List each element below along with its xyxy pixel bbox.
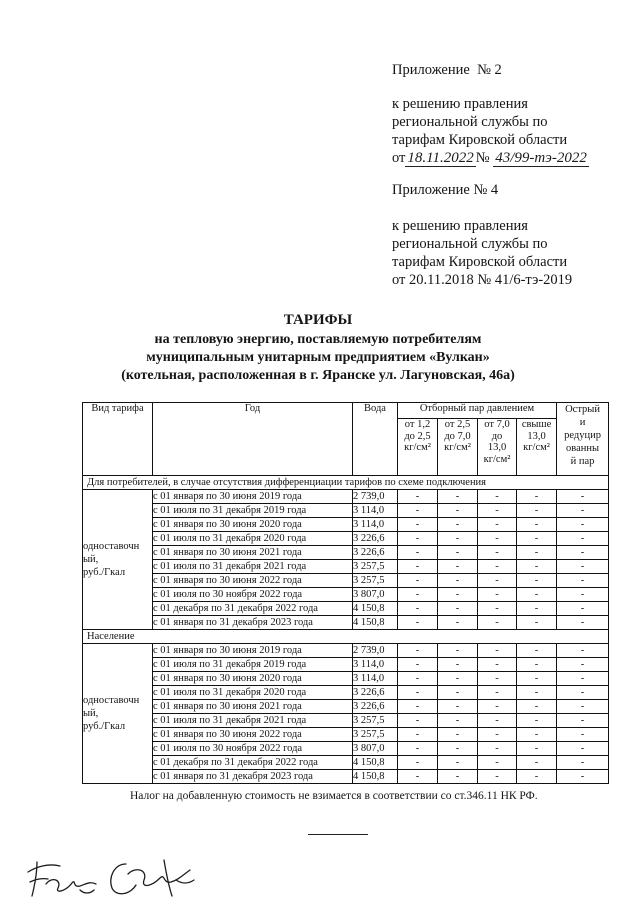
table-row: [83, 490, 609, 504]
water-tariff-cell: 4 150,8: [353, 616, 398, 630]
header-line: от 1,2: [404, 419, 431, 430]
selection-steam-tariff-cell: -: [517, 728, 557, 742]
live-steam-tariff-cell: -: [557, 490, 609, 504]
number-prefix: №: [475, 150, 490, 166]
appendix-current-title: [392, 61, 502, 79]
live-steam-tariff-cell: -: [557, 504, 609, 518]
table-row: [83, 742, 609, 756]
water-tariff-cell: 3 226,6: [353, 532, 398, 546]
water-tariff-cell: 3 257,5: [353, 714, 398, 728]
selection-steam-tariff-cell: -: [478, 546, 517, 560]
selection-steam-tariff-cell: -: [438, 742, 478, 756]
table-row: [83, 616, 609, 630]
appendix-original-block: [392, 217, 572, 289]
selection-steam-tariff-cell: -: [478, 532, 517, 546]
appendix-original-title: [392, 181, 498, 199]
handwritten-decision-date: 18.11.2022: [407, 150, 474, 166]
appendix-original-line: региональной службы по: [392, 236, 548, 252]
selection-steam-tariff-cell: -: [438, 616, 478, 630]
header-steam-1-2-to-2-5: [398, 419, 438, 476]
water-tariff-cell: 4 150,8: [353, 756, 398, 770]
table-row: [83, 532, 609, 546]
period-cell: с 01 июля по 31 декабря 2020 года: [153, 686, 353, 700]
period-cell: с 01 июля по 31 декабря 2021 года: [153, 560, 353, 574]
period-cell: с 01 июля по 31 декабря 2019 года: [153, 504, 353, 518]
live-steam-tariff-cell: -: [557, 714, 609, 728]
appendix-current-line: тарифам Кировской области: [392, 132, 568, 148]
selection-steam-tariff-cell: -: [478, 770, 517, 784]
live-steam-tariff-cell: -: [557, 686, 609, 700]
period-cell: с 01 июля по 31 декабря 2020 года: [153, 532, 353, 546]
header-line: кг/см²: [404, 442, 431, 453]
table-row: [83, 546, 609, 560]
selection-steam-tariff-cell: -: [478, 504, 517, 518]
table-row: [83, 588, 609, 602]
live-steam-tariff-cell: -: [557, 560, 609, 574]
selection-steam-tariff-cell: -: [438, 504, 478, 518]
header-row: [83, 403, 609, 419]
table-row: [83, 770, 609, 784]
water-tariff-cell: 3 226,6: [353, 686, 398, 700]
handwritten-decision-number: 43/99-тэ-2022: [495, 150, 587, 166]
tariff-kind-line: руб./Гкал: [83, 721, 126, 732]
tariff-kind-line: руб./Гкал: [83, 567, 126, 578]
selection-steam-tariff-cell: -: [438, 728, 478, 742]
section-label: Население: [83, 630, 609, 644]
signature: [111, 860, 194, 896]
header-line: до 7,0: [444, 430, 471, 442]
selection-steam-tariff-cell: -: [438, 560, 478, 574]
appendix-original-reference: от 20.11.2018 № 41/6-тэ-2019: [392, 272, 573, 288]
header-tariff-kind: Вид тарифа: [83, 403, 153, 476]
table-row: [83, 714, 609, 728]
document-subtitle-line: (котельная, расположенная в г. Яранске ул. Лагуновская, 46а): [121, 368, 515, 383]
header-line: редуцир: [564, 430, 601, 441]
selection-steam-tariff-cell: -: [438, 714, 478, 728]
selection-steam-tariff-cell: -: [478, 658, 517, 672]
selection-steam-tariff-cell: -: [398, 658, 438, 672]
selection-steam-tariff-cell: -: [478, 574, 517, 588]
period-cell: с 01 января по 30 июня 2020 года: [153, 672, 353, 686]
document-subtitle-line: муниципальным унитарным предприятием «Вулкан»: [146, 350, 490, 365]
selection-steam-tariff-cell: -: [438, 770, 478, 784]
water-tariff-cell: 3 114,0: [353, 518, 398, 532]
selection-steam-tariff-cell: -: [478, 756, 517, 770]
header-line: до 2,5: [404, 430, 431, 442]
water-tariff-cell: 3 114,0: [353, 658, 398, 672]
selection-steam-tariff-cell: -: [517, 742, 557, 756]
selection-steam-tariff-cell: -: [438, 602, 478, 616]
table-row: [83, 560, 609, 574]
appendix-original-line: к решению правления: [392, 218, 528, 234]
selection-steam-tariff-cell: -: [478, 714, 517, 728]
document-subtitle-line: на тепловую энергию, поставляемую потребителям: [154, 332, 482, 347]
selection-steam-tariff-cell: -: [517, 700, 557, 714]
document-heading: ТАРИФЫ: [283, 312, 353, 328]
selection-steam-tariff-cell: -: [398, 700, 438, 714]
document-title: [0, 311, 636, 385]
selection-steam-tariff-cell: -: [438, 546, 478, 560]
period-cell: с 01 июля по 31 декабря 2019 года: [153, 658, 353, 672]
selection-steam-tariff-cell: -: [517, 490, 557, 504]
selection-steam-tariff-cell: -: [478, 644, 517, 658]
selection-steam-tariff-cell: -: [517, 658, 557, 672]
selection-steam-tariff-cell: -: [438, 574, 478, 588]
period-cell: с 01 января по 31 декабря 2023 года: [153, 616, 353, 630]
appendix-original-line: тарифам Кировской области: [392, 254, 568, 270]
selection-steam-tariff-cell: -: [438, 700, 478, 714]
period-cell: с 01 января по 30 июня 2022 года: [153, 574, 353, 588]
period-cell: с 01 января по 30 июня 2019 года: [153, 644, 353, 658]
selection-steam-tariff-cell: -: [398, 714, 438, 728]
header-line: й пар: [570, 456, 595, 467]
selection-steam-tariff-cell: -: [517, 616, 557, 630]
table-row: [83, 644, 609, 658]
tariff-kind-line: ый,: [83, 554, 99, 565]
selection-steam-tariff-cell: -: [517, 644, 557, 658]
header-steam-2-5-to-7-0: [438, 419, 478, 476]
selection-steam-tariff-cell: -: [478, 490, 517, 504]
appendix-current-title-text: Приложение № 2: [392, 62, 502, 78]
appendix-current-line: региональной службы по: [392, 114, 548, 130]
header-line: от 7,0: [484, 419, 510, 430]
header-selection-steam-group: Отборный пар давлением: [398, 403, 557, 419]
period-cell: с 01 июля по 30 ноября 2022 года: [153, 588, 353, 602]
selection-steam-tariff-cell: -: [517, 518, 557, 532]
selection-steam-tariff-cell: -: [398, 560, 438, 574]
selection-steam-tariff-cell: -: [398, 616, 438, 630]
signatures: [22, 850, 212, 902]
selection-steam-tariff-cell: -: [517, 574, 557, 588]
selection-steam-tariff-cell: -: [438, 756, 478, 770]
water-tariff-cell: 2 739,0: [353, 490, 398, 504]
table-row: [83, 574, 609, 588]
live-steam-tariff-cell: -: [557, 672, 609, 686]
selection-steam-tariff-cell: -: [438, 588, 478, 602]
live-steam-tariff-cell: -: [557, 532, 609, 546]
water-tariff-cell: 3 257,5: [353, 728, 398, 742]
selection-steam-tariff-cell: -: [398, 770, 438, 784]
selection-steam-tariff-cell: -: [398, 574, 438, 588]
header-steam-7-0-to-13-0: [478, 419, 517, 476]
selection-steam-tariff-cell: -: [398, 518, 438, 532]
selection-steam-tariff-cell: -: [478, 602, 517, 616]
decision-reference-line: [392, 149, 589, 167]
selection-steam-tariff-cell: -: [517, 602, 557, 616]
live-steam-tariff-cell: -: [557, 742, 609, 756]
table-row: [83, 728, 609, 742]
header-line: кг/см²: [483, 453, 511, 465]
selection-steam-tariff-cell: -: [478, 686, 517, 700]
water-tariff-cell: 4 150,8: [353, 770, 398, 784]
selection-steam-tariff-cell: -: [398, 588, 438, 602]
selection-steam-tariff-cell: -: [398, 532, 438, 546]
selection-steam-tariff-cell: -: [517, 532, 557, 546]
live-steam-tariff-cell: -: [557, 546, 609, 560]
selection-steam-tariff-cell: -: [517, 756, 557, 770]
live-steam-tariff-cell: -: [557, 602, 609, 616]
live-steam-tariff-cell: -: [557, 756, 609, 770]
tariff-kind-cell: [83, 644, 153, 784]
period-cell: с 01 июля по 31 декабря 2021 года: [153, 714, 353, 728]
selection-steam-tariff-cell: -: [398, 756, 438, 770]
water-tariff-cell: 3 257,5: [353, 560, 398, 574]
water-tariff-cell: 3 257,5: [353, 574, 398, 588]
selection-steam-tariff-cell: -: [438, 658, 478, 672]
selection-steam-tariff-cell: -: [517, 560, 557, 574]
table-row: [83, 658, 609, 672]
selection-steam-tariff-cell: -: [398, 728, 438, 742]
selection-steam-tariff-cell: -: [398, 742, 438, 756]
appendix-original-title-text: Приложение № 4: [392, 182, 499, 198]
header-live-steam: [557, 403, 609, 476]
section-label-row: [83, 630, 609, 644]
selection-steam-tariff-cell: -: [438, 532, 478, 546]
period-cell: с 01 января по 30 июня 2022 года: [153, 728, 353, 742]
appendix-current-line: к решению правления: [392, 96, 528, 112]
live-steam-tariff-cell: -: [557, 644, 609, 658]
period-cell: с 01 января по 30 июня 2021 года: [153, 700, 353, 714]
vat-note: Налог на добавленную стоимость не взимается в соответствии со ст.346.11 НК РФ.: [130, 790, 538, 802]
table-row: [83, 504, 609, 518]
selection-steam-tariff-cell: -: [517, 714, 557, 728]
signature-rule: [308, 834, 368, 835]
water-tariff-cell: 3 226,6: [353, 700, 398, 714]
table-header: [83, 403, 609, 476]
water-tariff-cell: 3 807,0: [353, 742, 398, 756]
period-cell: с 01 января по 30 июня 2019 года: [153, 490, 353, 504]
header-steam-over-13-0: [517, 419, 557, 476]
table-row: [83, 602, 609, 616]
appendix-current-block: [392, 95, 589, 167]
table-row: [83, 518, 609, 532]
selection-steam-tariff-cell: -: [517, 504, 557, 518]
water-tariff-cell: 4 150,8: [353, 602, 398, 616]
table-row: [83, 756, 609, 770]
live-steam-tariff-cell: -: [557, 700, 609, 714]
water-tariff-cell: 3 114,0: [353, 672, 398, 686]
tariff-kind-line: ый,: [83, 708, 99, 719]
header-line: 13,0: [527, 430, 546, 442]
period-cell: с 01 июля по 30 ноября 2022 года: [153, 742, 353, 756]
selection-steam-tariff-cell: -: [478, 518, 517, 532]
table-row: [83, 700, 609, 714]
selection-steam-tariff-cell: -: [517, 588, 557, 602]
header-line: Острый: [565, 404, 600, 415]
selection-steam-tariff-cell: -: [438, 490, 478, 504]
selection-steam-tariff-cell: -: [398, 644, 438, 658]
tariff-kind-line: одноставочн: [83, 541, 140, 552]
live-steam-tariff-cell: -: [557, 518, 609, 532]
table-body: [83, 476, 609, 784]
selection-steam-tariff-cell: -: [478, 672, 517, 686]
live-steam-tariff-cell: -: [557, 770, 609, 784]
table-row: [83, 686, 609, 700]
selection-steam-tariff-cell: -: [478, 728, 517, 742]
selection-steam-tariff-cell: -: [478, 588, 517, 602]
header-line: и: [579, 417, 586, 428]
water-tariff-cell: 3 807,0: [353, 588, 398, 602]
selection-steam-tariff-cell: -: [398, 602, 438, 616]
live-steam-tariff-cell: -: [557, 616, 609, 630]
selection-steam-tariff-cell: -: [478, 616, 517, 630]
selection-steam-tariff-cell: -: [398, 504, 438, 518]
tariff-kind-line: одноставочн: [83, 695, 140, 706]
header-water: Вода: [353, 403, 398, 476]
signature: [28, 862, 96, 896]
selection-steam-tariff-cell: -: [438, 686, 478, 700]
selection-steam-tariff-cell: -: [517, 770, 557, 784]
header-line: от 2,5: [444, 419, 471, 430]
selection-steam-tariff-cell: -: [517, 546, 557, 560]
water-tariff-cell: 3 226,6: [353, 546, 398, 560]
selection-steam-tariff-cell: -: [438, 644, 478, 658]
selection-steam-tariff-cell: -: [398, 490, 438, 504]
live-steam-tariff-cell: -: [557, 728, 609, 742]
live-steam-tariff-cell: -: [557, 574, 609, 588]
header-line: до: [491, 430, 503, 442]
tariff-table: [82, 402, 609, 784]
selection-steam-tariff-cell: -: [398, 672, 438, 686]
water-tariff-cell: 2 739,0: [353, 644, 398, 658]
header-line: ованны: [566, 443, 600, 454]
selection-steam-tariff-cell: -: [517, 672, 557, 686]
selection-steam-tariff-cell: -: [478, 742, 517, 756]
header-line: кг/см²: [523, 442, 550, 453]
selection-steam-tariff-cell: -: [517, 686, 557, 700]
tariff-kind-cell: [83, 490, 153, 630]
header-line: кг/см²: [444, 442, 471, 453]
header-line: свыше: [521, 419, 552, 430]
section-label: Для потребителей, в случае отсутствия дифференциации тарифов по схеме подключения: [83, 476, 609, 490]
date-prefix: от: [392, 150, 406, 166]
header-line: 13,0: [487, 442, 507, 453]
period-cell: с 01 января по 30 июня 2020 года: [153, 518, 353, 532]
selection-steam-tariff-cell: -: [438, 672, 478, 686]
live-steam-tariff-cell: -: [557, 658, 609, 672]
selection-steam-tariff-cell: -: [478, 560, 517, 574]
selection-steam-tariff-cell: -: [398, 686, 438, 700]
water-tariff-cell: 3 114,0: [353, 504, 398, 518]
section-label-row: [83, 476, 609, 490]
selection-steam-tariff-cell: -: [438, 518, 478, 532]
live-steam-tariff-cell: -: [557, 588, 609, 602]
period-cell: с 01 января по 30 июня 2021 года: [153, 546, 353, 560]
header-period: Год: [153, 403, 353, 476]
selection-steam-tariff-cell: -: [398, 546, 438, 560]
period-cell: с 01 декабря по 31 декабря 2022 года: [153, 602, 353, 616]
table-row: [83, 672, 609, 686]
selection-steam-tariff-cell: -: [478, 700, 517, 714]
period-cell: с 01 января по 31 декабря 2023 года: [153, 770, 353, 784]
period-cell: с 01 декабря по 31 декабря 2022 года: [153, 756, 353, 770]
